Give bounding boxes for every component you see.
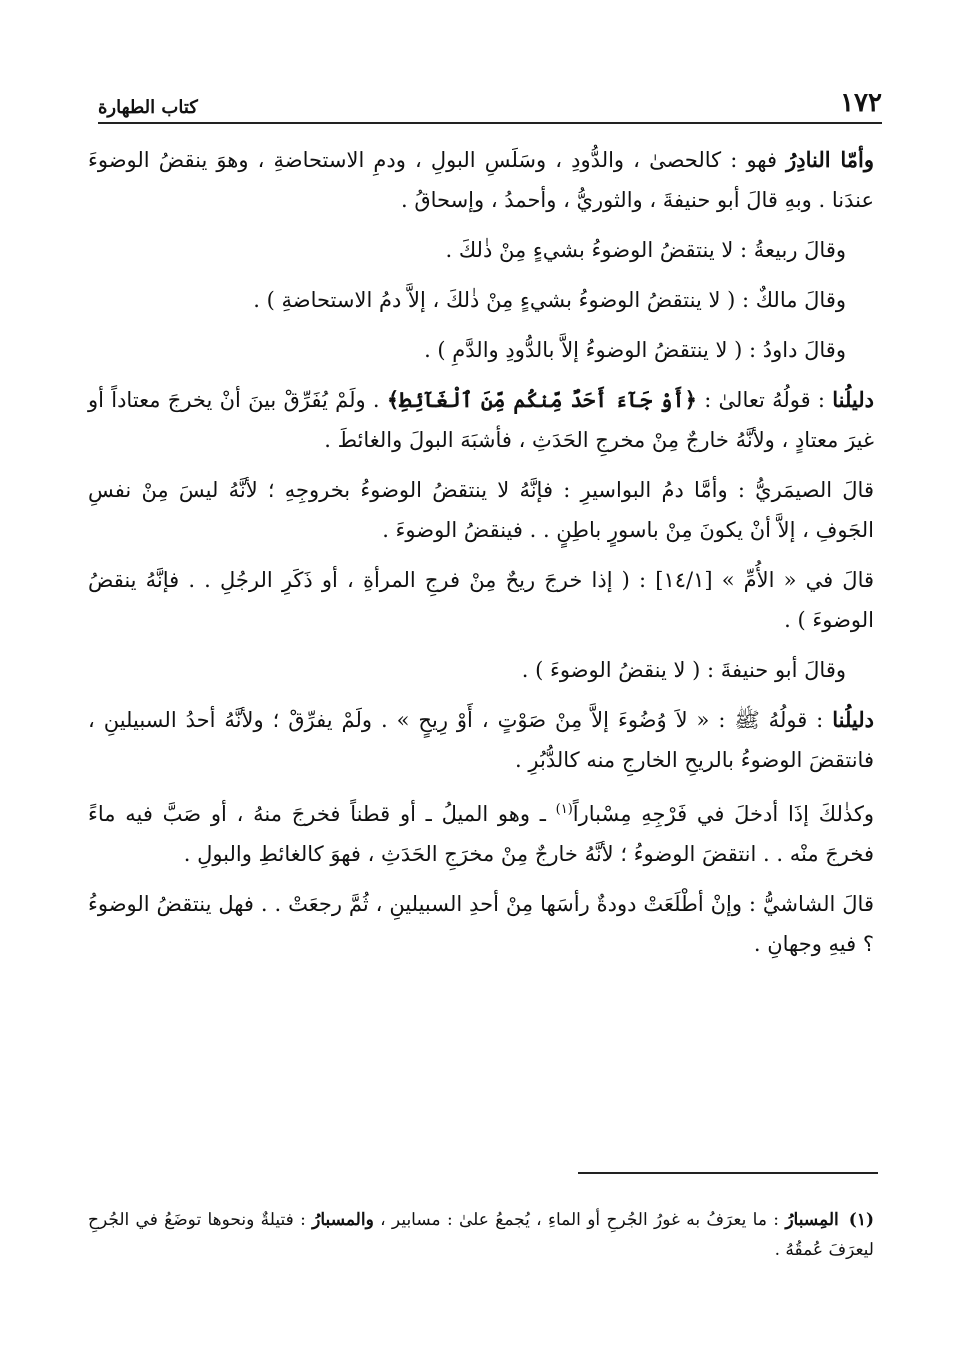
paragraph-text: وقالَ مالكٌ : ( لا ينتقضُ الوضوءُ بشيءٍ مِنْ ذٰلكَ ، إلاَّ دمُ الاستحاضةِ ) . [253, 288, 846, 312]
paragraph-abu-hanifa [88, 650, 874, 690]
paragraph-dalil-2 [88, 700, 874, 780]
paragraph-text: قالَ الصيمَريُّ : وأمَّا دمُ البواسيرِ : فإنَّهُ لا ينتقضُ الوضوءُ بخروجِهِ ؛ لأنَّهُ ليسَ مِنْ نفسِ الجَوفِ ، إلاَّ أنْ يكونَ مِنْ باسورٍ باطِنٍ . . فينقضُ الوضوءَ . [88, 478, 874, 542]
paragraph-shashi [88, 884, 874, 964]
paragraph-lead: دليلُنا [832, 387, 874, 412]
paragraph-text-cont: ـ وهو الميلُ ـ أو قطناً فخرجَ منهُ ، أو صَبَّ فيه ماءً فخرجَ منْه . . انتقضَ الوضوءُ ؛ لأنَّهُ خارجٌ مِنْ مخرَجِ الحَدَثِ ، فهوَ كالغائطِ والبولِ . [88, 802, 874, 866]
paragraph-lead: وأمّا النادِرُ [786, 147, 874, 172]
paragraph-dalil-1 [88, 380, 874, 460]
paragraph-text: وقالَ ربيعةُ : لا ينتقضُ الوضوءُ بشيءٍ مِنْ ذٰلكَ . [445, 238, 846, 262]
footnote-text: : ما يعرَفُ به غورُ الجُرحِ أو الماءِ ، يُجمعُ علىٰ : مسابير ، [373, 1210, 786, 1230]
main-text [88, 140, 874, 974]
paragraph-saymari [88, 470, 874, 550]
footnote-marker[interactable]: (١) [555, 802, 573, 817]
paragraph-text: قالَ الشاشيُّ : وإنْ أطْلَعَتْ دودةٌ رأسَها مِنْ أحدِ السبيلينِ ، ثُمَّ رجعَتْ . . فهل ينتقضُ الوضوءُ ؟ فيهِ وجهانِ . [88, 892, 874, 956]
paragraph-misbar [88, 790, 874, 874]
paragraph-text-cont: . ولَمْ يُفَرِّقْ بينَ أنْ يخرجَ معتاداً أو غيرَ معتادٍ ، ولأنَّهُ خارجٌ مِنْ مخرجِ الحَدَثِ ، فأشبَهَ البولَ والغائطَ . [88, 388, 874, 452]
paragraph-text: فهو : كالحصىٰ ، والدُّودِ ، وسَلَسِ البولِ ، ودمِ الاستحاضةِ ، وهوَ ينقضُ الوضوءَ عندَنا . وبهِ قالَ أبو حنيفةَ ، والثوريُّ ، وأحمدُ ، وإسحاقُ . [88, 148, 874, 212]
paragraph-text: : قولُهُ ﷺ : « لاَ وُضُوءَ إلاَّ مِنْ صَوْتٍ ، أَوْ رِيحٍ » . ولَمْ يفرِّقْ ؛ ولأنَّهُ أحدُ السبيلينِ ، فانتقضَ الوضوءُ بالريحِ الخارجِ منه كالدُّبُرِ . [88, 708, 874, 772]
quran-verse: ﴿أَوْ جَآءَ أَحَدٌ مِّنكُم مِّنَ ٱلْغَآئِطِ﴾ [386, 387, 697, 412]
footnotes [88, 1205, 874, 1265]
paragraph-text: : قولُهُ تعالىٰ : [696, 388, 833, 412]
footnote-term: المِسبارُ [785, 1210, 839, 1230]
paragraph-text: وقالَ داودُ : ( لا ينتقضُ الوضوءُ إلاَّ بالدُّودِ والدَّمِ ) . [424, 338, 846, 362]
page-header [98, 88, 882, 124]
footnote-number: (١) [848, 1210, 874, 1230]
paragraph-umm [88, 560, 874, 640]
footnote-text-cont: : فتيلةٌ ونحوها توضَعُ في الجُرحِ ليعرَفَ عُمقُهُ . [88, 1210, 874, 1260]
paragraph-lead: دليلُنا [832, 707, 874, 732]
paragraph-nadir [88, 140, 874, 220]
running-title: كتاب الطهارة [98, 97, 198, 118]
paragraph-malik [88, 280, 874, 320]
footnote-divider [578, 1172, 878, 1174]
page-number: ١٧٢ [840, 88, 882, 118]
paragraph-text: قالَ في « الأُمِّ » [١٤/١] : ( إذا خرجَ ريحٌ مِنْ فرجِ المرأةِ ، أو ذَكَرِ الرجُلِ . . فإنَّهُ ينقضُ الوضوءَ ) . [88, 568, 874, 632]
footnote-term: والمسبارُ [312, 1210, 374, 1230]
paragraph-text: وقالَ أبو حنيفةَ : ( لا ينقضُ الوضوءَ ) . [521, 658, 846, 682]
paragraph-text: وكذٰلكَ إذَا أدخلَ في فَرْجِهِ مِسْباراً [572, 802, 874, 826]
paragraph-dawud [88, 330, 874, 370]
footnote-item [88, 1205, 874, 1265]
paragraph-rabia [88, 230, 874, 270]
